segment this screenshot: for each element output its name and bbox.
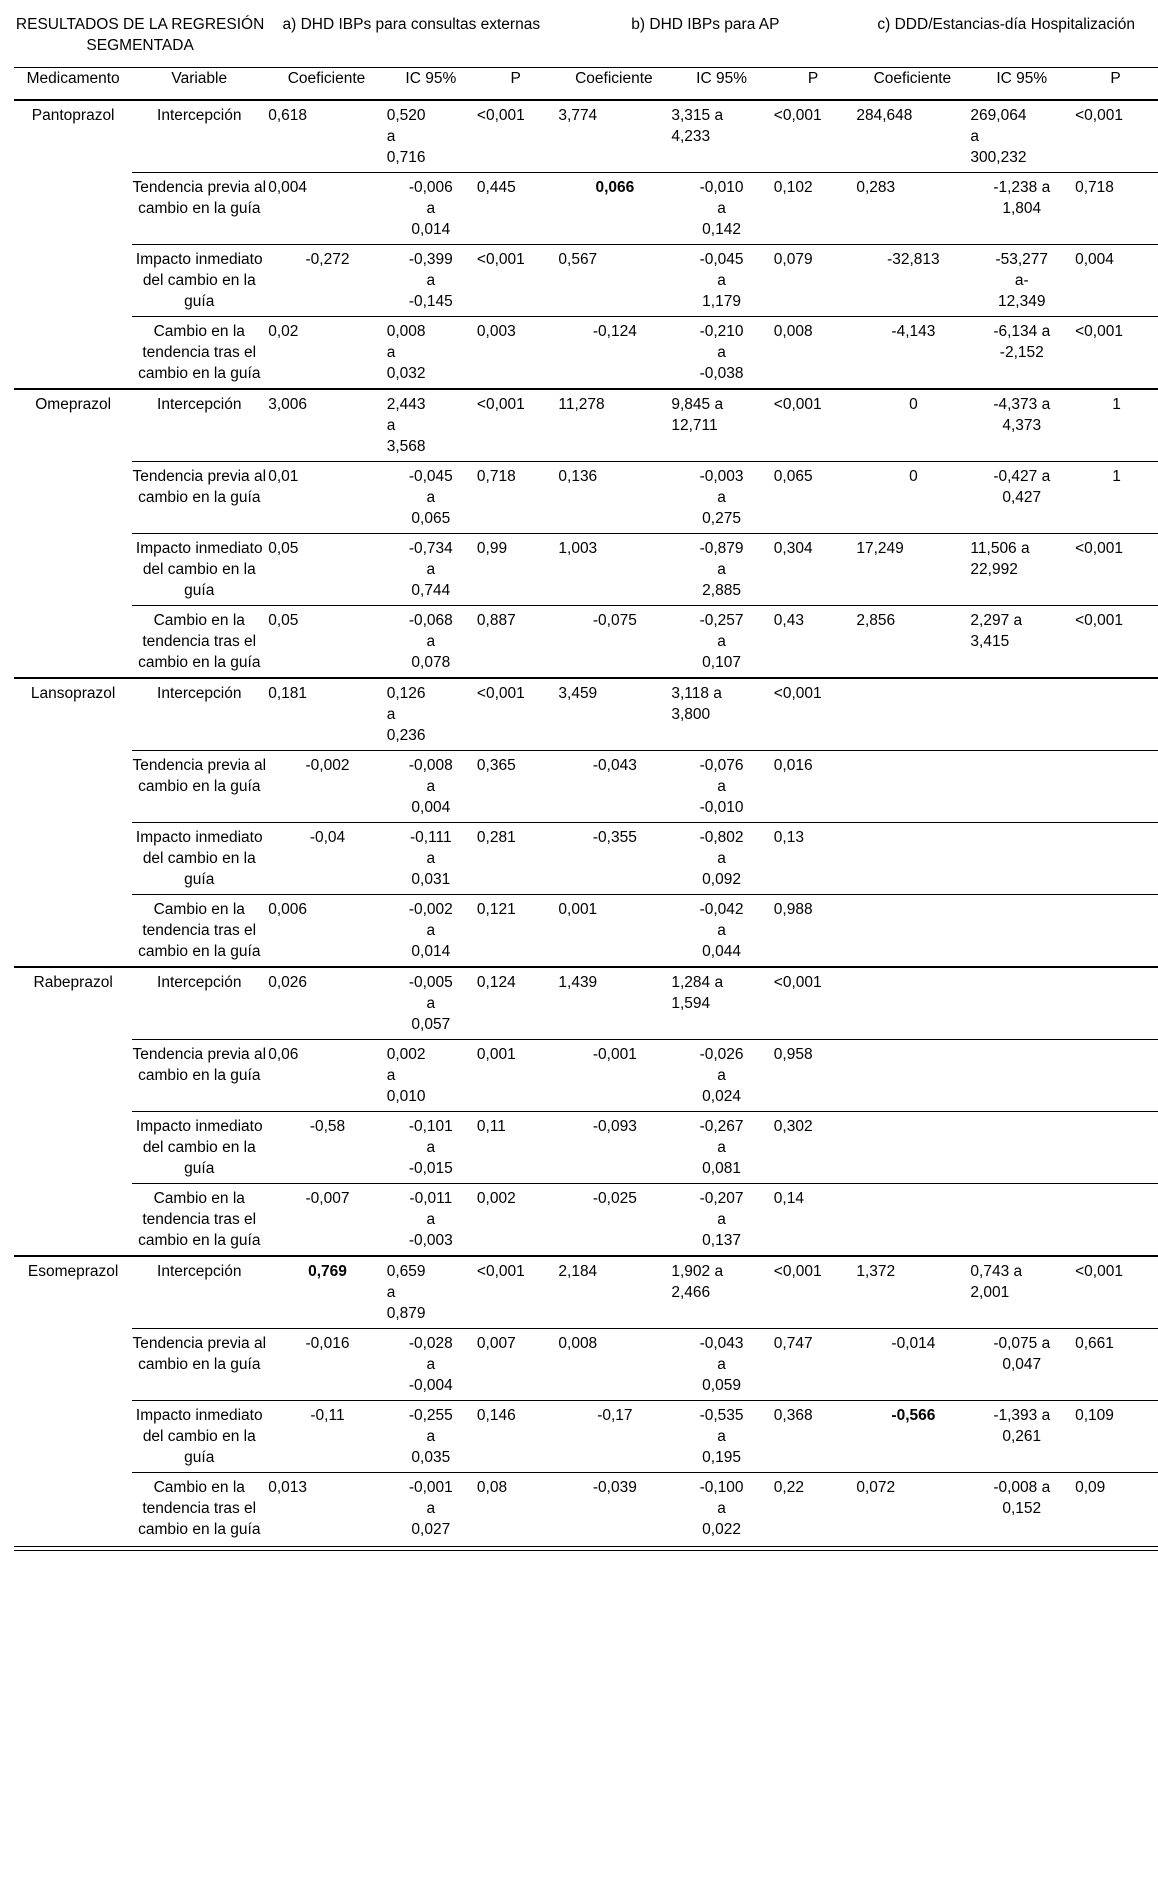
p-primary-care: 0,43 (772, 606, 855, 679)
p-external: 0,445 (475, 173, 556, 245)
ci-hospital (970, 1040, 1073, 1112)
coef-hospital: 17,249 (854, 534, 970, 606)
p-hospital (1073, 751, 1158, 823)
drug-name: Lansoprazol (14, 678, 132, 967)
p-primary-care: 0,368 (772, 1401, 855, 1473)
coef-hospital: 284,648 (854, 100, 970, 173)
ci-primary-care: -0,042 a 0,044 (671, 895, 771, 968)
table-row (14, 173, 1158, 245)
coef-primary-care: 0,008 (556, 1329, 671, 1401)
p-primary-care: 0,102 (772, 173, 855, 245)
ci-external: -0,101 a -0,015 (387, 1112, 475, 1184)
column-header: P (1073, 68, 1158, 101)
coef-external: 0,01 (266, 462, 387, 534)
variable-name: Intercepción (132, 967, 266, 1040)
variable-name: Impacto inmediato del cambio en la guía (132, 534, 266, 606)
coef-external: -0,58 (266, 1112, 387, 1184)
coef-primary-care: 1,439 (556, 967, 671, 1040)
ci-hospital (970, 823, 1073, 895)
p-hospital: <0,001 (1073, 1256, 1158, 1329)
variable-name: Tendencia previa al cambio en la guía (132, 462, 266, 534)
coef-external: 0,004 (266, 173, 387, 245)
section-header-primary-care: b) DHD IBPs para AP (631, 16, 780, 33)
column-header: Variable (132, 68, 266, 101)
section-header-hospitalization: c) DDD/Estancias-día Hospitalización (877, 16, 1135, 33)
ci-primary-care: 1,284 a 1,594 (671, 967, 771, 1040)
p-primary-care: <0,001 (772, 678, 855, 751)
p-primary-care: 0,958 (772, 1040, 855, 1112)
ci-primary-care: 9,845 a 12,711 (671, 389, 771, 462)
p-hospital: <0,001 (1073, 317, 1158, 390)
table-row (14, 823, 1158, 895)
p-hospital: 0,661 (1073, 1329, 1158, 1401)
p-external: 0,11 (475, 1112, 556, 1184)
ci-primary-care: -0,010 a 0,142 (671, 173, 771, 245)
column-header: Coeficiente (854, 68, 970, 101)
coef-hospital: 0,283 (854, 173, 970, 245)
p-hospital (1073, 1184, 1158, 1257)
coef-hospital (854, 751, 970, 823)
coef-hospital (854, 1040, 970, 1112)
table-row (14, 895, 1158, 968)
table-row (14, 1473, 1158, 1545)
p-hospital (1073, 1040, 1158, 1112)
ci-hospital: -0,008 a 0,152 (970, 1473, 1073, 1545)
variable-name: Intercepción (132, 389, 266, 462)
coef-hospital (854, 1184, 970, 1257)
table-row (14, 1184, 1158, 1257)
coef-primary-care: 1,003 (556, 534, 671, 606)
variable-name: Cambio en la tendencia tras el cambio en la guía (132, 1473, 266, 1545)
ci-primary-care: -0,207 a 0,137 (671, 1184, 771, 1257)
coef-primary-care: -0,17 (556, 1401, 671, 1473)
section-header-external-consults: a) DHD IBPs para consultas externas (282, 16, 541, 33)
ci-external: -0,028 a -0,004 (387, 1329, 475, 1401)
p-external: 0,718 (475, 462, 556, 534)
coef-hospital: -0,014 (854, 1329, 970, 1401)
coef-external: -0,002 (266, 751, 387, 823)
table-row (14, 245, 1158, 317)
column-header-row (14, 68, 1158, 101)
coef-primary-care: -0,001 (556, 1040, 671, 1112)
coef-external: 0,05 (266, 534, 387, 606)
ci-hospital: -0,075 a 0,047 (970, 1329, 1073, 1401)
variable-name: Tendencia previa al cambio en la guía (132, 173, 266, 245)
p-external: 0,124 (475, 967, 556, 1040)
coef-hospital: 0,072 (854, 1473, 970, 1545)
variable-name: Cambio en la tendencia tras el cambio en la guía (132, 895, 266, 968)
p-hospital: 0,09 (1073, 1473, 1158, 1545)
coef-external: 0,02 (266, 317, 387, 390)
p-external: 0,003 (475, 317, 556, 390)
coef-hospital (854, 678, 970, 751)
coef-external: 0,05 (266, 606, 387, 679)
ci-external: -0,006 a 0,014 (387, 173, 475, 245)
column-header: IC 95% (387, 68, 475, 101)
ci-external: -0,002 a 0,014 (387, 895, 475, 968)
variable-name: Tendencia previa al cambio en la guía (132, 1040, 266, 1112)
ci-hospital (970, 895, 1073, 968)
column-header: IC 95% (970, 68, 1073, 101)
ci-primary-care: -0,879 a 2,885 (671, 534, 771, 606)
p-primary-care: 0,747 (772, 1329, 855, 1401)
ci-external: -0,734 a 0,744 (387, 534, 475, 606)
p-primary-care: <0,001 (772, 967, 855, 1040)
p-primary-care: 0,14 (772, 1184, 855, 1257)
coef-external: 0,006 (266, 895, 387, 968)
coef-primary-care: 11,278 (556, 389, 671, 462)
ci-hospital (970, 678, 1073, 751)
variable-name: Tendencia previa al cambio en la guía (132, 1329, 266, 1401)
p-primary-care: <0,001 (772, 389, 855, 462)
ci-primary-care: -0,026 a 0,024 (671, 1040, 771, 1112)
coef-primary-care: -0,124 (556, 317, 671, 390)
column-header: IC 95% (671, 68, 771, 101)
p-hospital (1073, 895, 1158, 968)
p-primary-care: 0,13 (772, 823, 855, 895)
p-hospital (1073, 823, 1158, 895)
ci-hospital: -1,238 a 1,804 (970, 173, 1073, 245)
column-header: Coeficiente (556, 68, 671, 101)
ci-hospital: -6,134 a -2,152 (970, 317, 1073, 390)
drug-name: Rabeprazol (14, 967, 132, 1256)
ci-primary-care: -0,100 a 0,022 (671, 1473, 771, 1545)
variable-name: Cambio en la tendencia tras el cambio en la guía (132, 317, 266, 390)
variable-name: Intercepción (132, 100, 266, 173)
ci-primary-care: -0,045 a 1,179 (671, 245, 771, 317)
table-row (14, 1401, 1158, 1473)
table-row (14, 1040, 1158, 1112)
ci-hospital: -53,277 a- 12,349 (970, 245, 1073, 317)
variable-name: Impacto inmediato del cambio en la guía (132, 1112, 266, 1184)
ci-external: 0,520 a 0,716 (387, 100, 475, 173)
coef-primary-care: 0,136 (556, 462, 671, 534)
table-row (14, 317, 1158, 390)
coef-primary-care: 0,066 (556, 173, 671, 245)
p-hospital: <0,001 (1073, 100, 1158, 173)
table-row (14, 534, 1158, 606)
coef-primary-care: -0,075 (556, 606, 671, 679)
variable-name: Tendencia previa al cambio en la guía (132, 751, 266, 823)
drug-name: Omeprazol (14, 389, 132, 678)
coef-primary-care: 3,774 (556, 100, 671, 173)
table-row (14, 1256, 1158, 1329)
column-header: P (475, 68, 556, 101)
coef-primary-care: -0,039 (556, 1473, 671, 1545)
p-external: 0,002 (475, 1184, 556, 1257)
ci-primary-care: -0,076 a -0,010 (671, 751, 771, 823)
coef-primary-care: 3,459 (556, 678, 671, 751)
p-primary-care: <0,001 (772, 100, 855, 173)
coef-hospital (854, 967, 970, 1040)
table-row (14, 967, 1158, 1040)
ci-hospital (970, 1112, 1073, 1184)
ci-primary-care: 3,315 a 4,233 (671, 100, 771, 173)
ci-primary-care: -0,802 a 0,092 (671, 823, 771, 895)
variable-name: Cambio en la tendencia tras el cambio en la guía (132, 1184, 266, 1257)
coef-external: 0,618 (266, 100, 387, 173)
column-header: P (772, 68, 855, 101)
p-hospital: <0,001 (1073, 606, 1158, 679)
ci-external: 0,659 a 0,879 (387, 1256, 475, 1329)
ci-hospital: 2,297 a 3,415 (970, 606, 1073, 679)
p-hospital: <0,001 (1073, 534, 1158, 606)
variable-name: Impacto inmediato del cambio en la guía (132, 823, 266, 895)
p-external: 0,007 (475, 1329, 556, 1401)
variable-name: Intercepción (132, 678, 266, 751)
ci-primary-care: -0,267 a 0,081 (671, 1112, 771, 1184)
ci-external: 0,126 a 0,236 (387, 678, 475, 751)
table-row (14, 1329, 1158, 1401)
p-hospital: 1 (1073, 462, 1158, 534)
ci-hospital: -0,427 a 0,427 (970, 462, 1073, 534)
ci-external: -0,399 a -0,145 (387, 245, 475, 317)
coef-primary-care: 0,001 (556, 895, 671, 968)
column-header: Medicamento (14, 68, 132, 101)
coef-external: -0,272 (266, 245, 387, 317)
ci-external: -0,001 a 0,027 (387, 1473, 475, 1545)
p-primary-care: 0,065 (772, 462, 855, 534)
table-row (14, 1112, 1158, 1184)
coef-external: 0,06 (266, 1040, 387, 1112)
coef-primary-care: 0,567 (556, 245, 671, 317)
coef-external: 0,013 (266, 1473, 387, 1545)
p-primary-care: 0,016 (772, 751, 855, 823)
regression-results-table (14, 14, 1158, 1544)
coef-external: 3,006 (266, 389, 387, 462)
p-external: <0,001 (475, 389, 556, 462)
ci-hospital: 269,064 a 300,232 (970, 100, 1073, 173)
ci-hospital: 11,506 a 22,992 (970, 534, 1073, 606)
ci-hospital (970, 967, 1073, 1040)
coef-external: -0,016 (266, 1329, 387, 1401)
drug-name: Pantoprazol (14, 100, 132, 389)
coef-external: -0,11 (266, 1401, 387, 1473)
ci-external: -0,111 a 0,031 (387, 823, 475, 895)
ci-external: 0,002 a 0,010 (387, 1040, 475, 1112)
p-external: 0,281 (475, 823, 556, 895)
ci-primary-care: -0,535 a 0,195 (671, 1401, 771, 1473)
p-external: 0,146 (475, 1401, 556, 1473)
ci-external: -0,045 a 0,065 (387, 462, 475, 534)
p-external: 0,365 (475, 751, 556, 823)
ci-hospital: 0,743 a 2,001 (970, 1256, 1073, 1329)
coef-primary-care: -0,025 (556, 1184, 671, 1257)
table-bottom-rule (14, 1546, 1158, 1551)
p-external: 0,99 (475, 534, 556, 606)
table-row (14, 606, 1158, 679)
variable-name: Cambio en la tendencia tras el cambio en la guía (132, 606, 266, 679)
ci-external: -0,255 a 0,035 (387, 1401, 475, 1473)
coef-hospital: 2,856 (854, 606, 970, 679)
coef-hospital (854, 1112, 970, 1184)
ci-primary-care: -0,257 a 0,107 (671, 606, 771, 679)
p-external: 0,001 (475, 1040, 556, 1112)
ci-primary-care: -0,210 a -0,038 (671, 317, 771, 390)
p-external: <0,001 (475, 245, 556, 317)
table-row (14, 678, 1158, 751)
table-row (14, 462, 1158, 534)
coef-hospital: 0 (854, 462, 970, 534)
table-body (14, 100, 1158, 1544)
variable-name: Impacto inmediato del cambio en la guía (132, 1401, 266, 1473)
p-hospital: 0,004 (1073, 245, 1158, 317)
ci-external: 2,443 a 3,568 (387, 389, 475, 462)
coef-primary-care: -0,093 (556, 1112, 671, 1184)
coef-external: 0,181 (266, 678, 387, 751)
ci-external: -0,011 a -0,003 (387, 1184, 475, 1257)
table-row (14, 389, 1158, 462)
p-hospital (1073, 967, 1158, 1040)
p-hospital (1073, 1112, 1158, 1184)
ci-hospital (970, 1184, 1073, 1257)
coef-external: 0,769 (266, 1256, 387, 1329)
ci-external: -0,005 a 0,057 (387, 967, 475, 1040)
coef-primary-care: -0,043 (556, 751, 671, 823)
coef-external: -0,007 (266, 1184, 387, 1257)
p-primary-care: 0,079 (772, 245, 855, 317)
ci-primary-care: -0,043 a 0,059 (671, 1329, 771, 1401)
ci-external: -0,068 a 0,078 (387, 606, 475, 679)
coef-external: 0,026 (266, 967, 387, 1040)
ci-external: -0,008 a 0,004 (387, 751, 475, 823)
ci-primary-care: 3,118 a 3,800 (671, 678, 771, 751)
p-external: 0,121 (475, 895, 556, 968)
p-external: <0,001 (475, 678, 556, 751)
p-external: <0,001 (475, 100, 556, 173)
coef-hospital: 0 (854, 389, 970, 462)
ci-hospital: -4,373 a 4,373 (970, 389, 1073, 462)
ci-primary-care: -0,003 a 0,275 (671, 462, 771, 534)
ci-hospital (970, 751, 1073, 823)
p-hospital (1073, 678, 1158, 751)
coef-external: -0,04 (266, 823, 387, 895)
p-primary-care: 0,988 (772, 895, 855, 968)
coef-hospital: -0,566 (854, 1401, 970, 1473)
table-title: RESULTADOS DE LA REGRESIÓN SEGMENTADA (15, 16, 265, 54)
p-primary-care: 0,302 (772, 1112, 855, 1184)
coef-hospital: -32,813 (854, 245, 970, 317)
p-primary-care: 0,304 (772, 534, 855, 606)
variable-name: Intercepción (132, 1256, 266, 1329)
p-primary-care: <0,001 (772, 1256, 855, 1329)
coef-hospital (854, 823, 970, 895)
p-primary-care: 0,008 (772, 317, 855, 390)
coef-hospital (854, 895, 970, 968)
p-hospital: 1 (1073, 389, 1158, 462)
p-external: <0,001 (475, 1256, 556, 1329)
p-hospital: 0,718 (1073, 173, 1158, 245)
coef-hospital: 1,372 (854, 1256, 970, 1329)
column-header: Coeficiente (266, 68, 387, 101)
p-external: 0,08 (475, 1473, 556, 1545)
table-row (14, 751, 1158, 823)
p-primary-care: 0,22 (772, 1473, 855, 1545)
ci-primary-care: 1,902 a 2,466 (671, 1256, 771, 1329)
table-row (14, 100, 1158, 173)
coef-hospital: -4,143 (854, 317, 970, 390)
ci-external: 0,008 a 0,032 (387, 317, 475, 390)
coef-primary-care: 2,184 (556, 1256, 671, 1329)
p-hospital: 0,109 (1073, 1401, 1158, 1473)
ci-hospital: -1,393 a 0,261 (970, 1401, 1073, 1473)
drug-name: Esomeprazol (14, 1256, 132, 1544)
p-external: 0,887 (475, 606, 556, 679)
coef-primary-care: -0,355 (556, 823, 671, 895)
variable-name: Impacto inmediato del cambio en la guía (132, 245, 266, 317)
